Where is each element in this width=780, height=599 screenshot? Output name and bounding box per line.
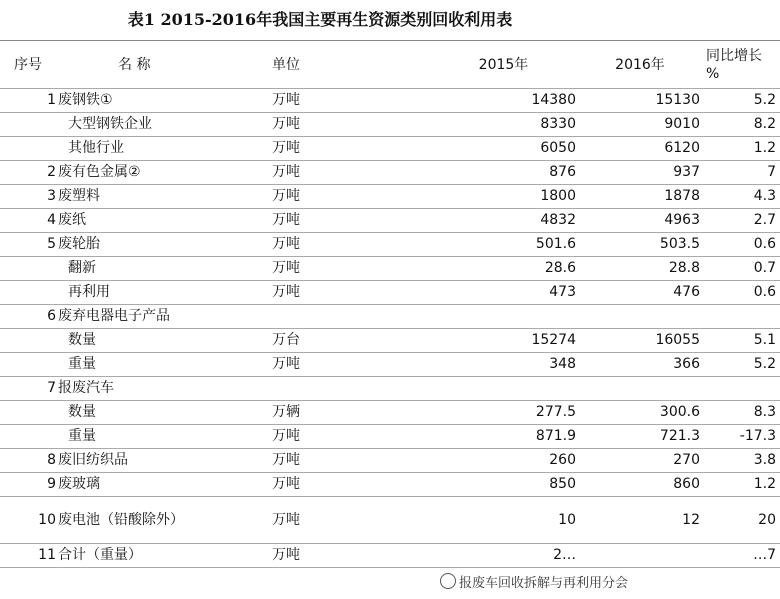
cell-unit: 万吨 [268, 233, 341, 257]
cell-y2016 [580, 377, 704, 401]
cell-yoy: 2.7 [704, 209, 780, 233]
cell-y2015: 348 [341, 353, 580, 377]
header-row [0, 41, 780, 89]
table-row [0, 209, 780, 233]
cell-no: 4 [0, 209, 56, 233]
cell-name: 废有色金属② [56, 161, 268, 185]
cell-y2016: 503.5 [580, 233, 704, 257]
cell-yoy: 0.6 [704, 281, 780, 305]
watermark-text: 报废车回收拆解与再利用分会 [458, 576, 628, 591]
cell-name: 报废汽车 [56, 377, 268, 401]
cell-unit: 万吨 [268, 425, 341, 449]
cell-y2016 [580, 305, 704, 329]
header-unit: 单位 [268, 41, 341, 89]
cell-no: 8 [0, 449, 56, 473]
cell-y2015: 14380 [341, 89, 580, 113]
cell-no: 1 [0, 89, 56, 113]
cell-y2015: 6050 [341, 137, 580, 161]
cell-no [0, 281, 56, 305]
cell-name: 重量 [56, 425, 268, 449]
table-row [0, 449, 780, 473]
header-2015: 2015年 [341, 41, 580, 89]
cell-yoy: 5.2 [704, 353, 780, 377]
cell-name: 再利用 [56, 281, 268, 305]
cell-y2015: 15274 [341, 329, 580, 353]
cell-unit [268, 377, 341, 401]
cell-y2016: 937 [580, 161, 704, 185]
cell-yoy: 3.8 [704, 449, 780, 473]
cell-unit: 万吨 [268, 281, 341, 305]
cell-no [0, 137, 56, 161]
table-row [0, 305, 780, 329]
cell-y2016: 366 [580, 353, 704, 377]
cell-no [0, 401, 56, 425]
cell-y2016: 721.3 [580, 425, 704, 449]
table-row [0, 497, 780, 544]
cell-name: 重量 [56, 353, 268, 377]
cell-yoy: …7 [704, 544, 780, 568]
cell-unit: 万吨 [268, 113, 341, 137]
cell-yoy: 7 [704, 161, 780, 185]
cell-name: 大型钢铁企业 [56, 113, 268, 137]
cell-y2016: 16055 [580, 329, 704, 353]
cell-y2015: 1800 [341, 185, 580, 209]
cell-unit: 万吨 [268, 257, 341, 281]
table-row [0, 401, 780, 425]
cell-name: 数量 [56, 329, 268, 353]
cell-no: 7 [0, 377, 56, 401]
cell-y2016: 12 [580, 497, 704, 544]
header-2016: 2016年 [580, 41, 704, 89]
cell-name: 废纸 [56, 209, 268, 233]
cell-yoy [704, 305, 780, 329]
cell-y2016: 270 [580, 449, 704, 473]
cell-name: 废玻璃 [56, 473, 268, 497]
cell-name: 废钢铁① [56, 89, 268, 113]
header-name: 名 称 [56, 41, 268, 89]
cell-unit: 万辆 [268, 401, 341, 425]
table-row [0, 425, 780, 449]
cell-yoy: 5.1 [704, 329, 780, 353]
cell-unit: 万吨 [268, 137, 341, 161]
table-row [0, 185, 780, 209]
cell-yoy: 0.6 [704, 233, 780, 257]
cell-no [0, 425, 56, 449]
table-row [0, 137, 780, 161]
cell-y2016: 300.6 [580, 401, 704, 425]
cell-unit: 万吨 [268, 497, 341, 544]
cell-no: 6 [0, 305, 56, 329]
cell-unit [268, 305, 341, 329]
table-row [0, 233, 780, 257]
cell-y2015: 4832 [341, 209, 580, 233]
cell-no [0, 257, 56, 281]
cell-y2016: 9010 [580, 113, 704, 137]
header-yoy: 同比增长 % [704, 41, 780, 89]
cell-unit: 万吨 [268, 544, 341, 568]
cell-y2015: 2… [341, 544, 580, 568]
cell-y2016: 476 [580, 281, 704, 305]
cell-y2015: 473 [341, 281, 580, 305]
table-title: 表1 2015-2016年我国主要再生资源类别回收利用表 [127, 10, 513, 29]
table-row [0, 281, 780, 305]
cell-y2015: 277.5 [341, 401, 580, 425]
cell-name: 数量 [56, 401, 268, 425]
cell-y2015 [341, 305, 580, 329]
cell-unit: 万台 [268, 329, 341, 353]
table-row [0, 89, 780, 113]
cell-unit: 万吨 [268, 353, 341, 377]
cell-yoy: 5.2 [704, 89, 780, 113]
cell-y2016: 6120 [580, 137, 704, 161]
cell-yoy: 0.7 [704, 257, 780, 281]
cell-unit: 万吨 [268, 473, 341, 497]
table-body [0, 89, 780, 568]
table-row [0, 544, 780, 568]
cell-y2015: 10 [341, 497, 580, 544]
recycling-table [0, 40, 780, 568]
cell-name: 合计（重量） [56, 544, 268, 568]
cell-no: 11 [0, 544, 56, 568]
cell-y2016: 15130 [580, 89, 704, 113]
cell-y2015: 28.6 [341, 257, 580, 281]
cell-yoy: -17.3 [704, 425, 780, 449]
cell-name: 废塑料 [56, 185, 268, 209]
cell-unit: 万吨 [268, 209, 341, 233]
cell-no [0, 113, 56, 137]
cell-y2016: 4963 [580, 209, 704, 233]
cell-unit: 万吨 [268, 161, 341, 185]
cell-yoy: 8.2 [704, 113, 780, 137]
cell-y2015 [341, 377, 580, 401]
cell-name: 废轮胎 [56, 233, 268, 257]
cell-y2015: 871.9 [341, 425, 580, 449]
table-row [0, 257, 780, 281]
cell-y2016: 860 [580, 473, 704, 497]
cell-y2015: 8330 [341, 113, 580, 137]
cell-unit: 万吨 [268, 185, 341, 209]
cell-y2015: 260 [341, 449, 580, 473]
cell-y2016 [580, 544, 704, 568]
cell-name: 废电池（铅酸除外） [56, 497, 268, 544]
cell-name: 废旧纺织品 [56, 449, 268, 473]
cell-yoy [704, 377, 780, 401]
cell-no: 2 [0, 161, 56, 185]
table-row [0, 473, 780, 497]
cell-no [0, 329, 56, 353]
table-row [0, 113, 780, 137]
cell-yoy: 1.2 [704, 137, 780, 161]
cell-no: 5 [0, 233, 56, 257]
table-row [0, 377, 780, 401]
cell-unit: 万吨 [268, 89, 341, 113]
cell-no: 3 [0, 185, 56, 209]
cell-name: 废弃电器电子产品 [56, 305, 268, 329]
cell-name: 其他行业 [56, 137, 268, 161]
cell-yoy: 1.2 [704, 473, 780, 497]
cell-unit: 万吨 [268, 449, 341, 473]
cell-y2015: 876 [341, 161, 580, 185]
cell-name: 翻新 [56, 257, 268, 281]
cell-no: 9 [0, 473, 56, 497]
cell-no: 10 [0, 497, 56, 544]
table-row [0, 161, 780, 185]
watermark [436, 570, 632, 593]
cell-yoy: 4.3 [704, 185, 780, 209]
cell-y2015: 850 [341, 473, 580, 497]
cell-no [0, 353, 56, 377]
cell-y2015: 501.6 [341, 233, 580, 257]
cell-yoy: 20 [704, 497, 780, 544]
table-row [0, 353, 780, 377]
cell-y2016: 28.8 [580, 257, 704, 281]
cell-yoy: 8.3 [704, 401, 780, 425]
header-no: 序号 [0, 41, 56, 89]
cell-y2016: 1878 [580, 185, 704, 209]
table-row [0, 329, 780, 353]
wechat-icon [440, 573, 456, 589]
